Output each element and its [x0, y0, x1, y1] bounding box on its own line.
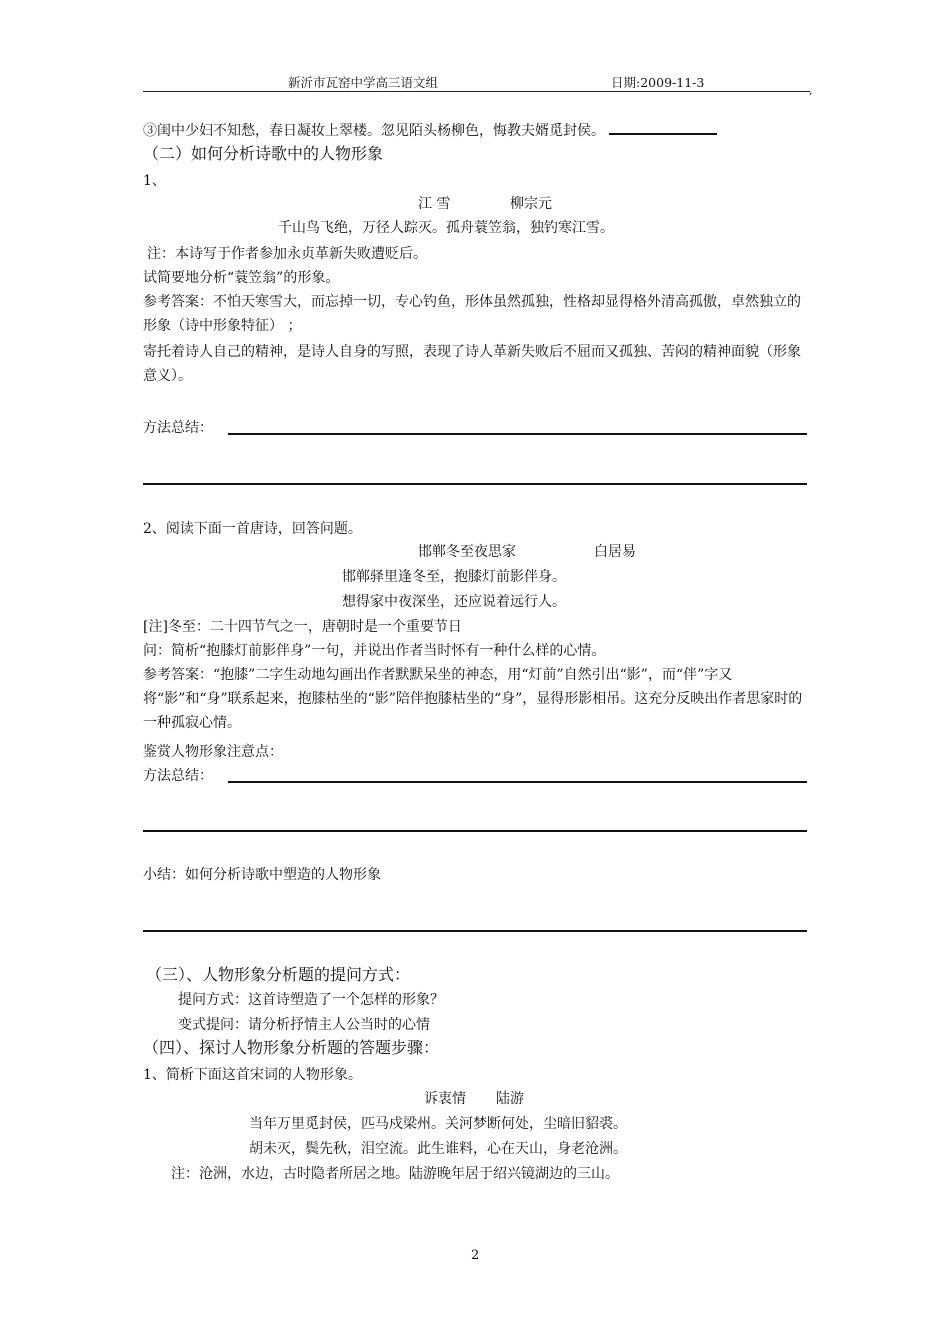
- ex2-question: 问：简析“抱膝灯前影伴身”一句，并说出作者当时怀有一种什么样的心情。: [143, 643, 606, 659]
- section4-title: （四）、探讨人物形象分析题的答题步骤：: [143, 1038, 440, 1057]
- ex1-poem-body: 千山鸟飞绝，万径人踪灭。孤舟蓑笠翁，独钓寒江雪。: [278, 220, 614, 236]
- section4-task: 1、简析下面这首宋词的人物形象。: [143, 1067, 362, 1083]
- ex1-method-blank-1[interactable]: [228, 433, 807, 435]
- ex1-method-label: 方法总结：: [143, 420, 213, 436]
- ex2-poem-line-1: 邯郸驿里逢冬至，抱膝灯前影伴身。: [342, 569, 566, 585]
- section3-question-1: 提问方式：这首诗塑造了一个怎样的形象？: [178, 992, 444, 1008]
- ex2-intro: 2、阅读下面一首唐诗，回答问题。: [143, 521, 362, 537]
- page-number: 2: [471, 1248, 480, 1263]
- ex2-answer: 参考答案：“抱膝”二字生动地勾画出作者默默呆坐的神态，用“灯前”自然引出“影”，而“伴”字又将“影”和“身”联系起来，抱膝枯坐的“影”陪伴抱膝枯坐的“身”，显得形影相吊。这充分反映出作者思家时的一种孤寂心情。: [143, 667, 803, 731]
- header-mark: ,: [809, 84, 813, 97]
- ex1-note: 注：本诗写于作者参加永贞革新失败遭贬后。: [147, 246, 427, 262]
- ex2-poem-line-2: 想得家中夜深坐，还应说着远行人。: [342, 594, 566, 610]
- section4-note: 注：沧洲，水边，古时隐者所居之地。陆游晚年居于绍兴镜湖边的三山。: [171, 1166, 619, 1182]
- header-school: 新沂市瓦窑中学高三语文组: [288, 75, 439, 90]
- ex1-answer-1: 参考答案：不怕天寒雪大，而忘掉一切，专心钓鱼，形体虽然孤独，性格却显得格外清高孤傲，卓然独立的形象（诗中形象特征） ；: [143, 294, 801, 334]
- section4-poem-line-1: 当年万里觅封侯，匹马戍梁州。关河梦断何处，尘暗旧貂裘。: [249, 1116, 627, 1132]
- ex1-poem-title: 江 雪: [418, 196, 451, 212]
- poem-line-q3: ③闺中少妇不知愁，春日凝妆上翠楼。忽见陌头杨柳色，悔教夫婿觅封侯。: [143, 119, 717, 140]
- page-header: [143, 73, 810, 92]
- section4-poem-title: 诉衷情: [424, 1091, 466, 1107]
- ex2-method-label: 方法总结：: [143, 768, 213, 784]
- ex1-method-blank-2[interactable]: [143, 483, 807, 485]
- header-date: 日期:2009-11-3: [611, 75, 705, 90]
- summary-blank[interactable]: [143, 930, 807, 932]
- ex1-poem-author: 柳宗元: [510, 196, 552, 212]
- section4-poem-line-2: 胡未灭，鬓先秋，泪空流。此生谁料，心在天山，身老沧洲。: [249, 1141, 627, 1157]
- section4-poem-author: 陆游: [496, 1091, 524, 1107]
- ex2-notice: 鉴赏人物形象注意点：: [143, 744, 283, 760]
- ex1-answer-2: 寄托着诗人自己的精神，是诗人自身的写照，表现了诗人革新失败后不屈而又孤独、苦闷的精神面貌（形象意义）。: [143, 344, 801, 384]
- ex1-question: 试简要地分析“蓑笠翁”的形象。: [143, 270, 340, 286]
- ex2-method-blank-1[interactable]: [228, 781, 807, 783]
- ex1-number: 1、: [143, 173, 166, 189]
- answer-blank-q3[interactable]: [609, 119, 717, 135]
- section2-title: （二）如何分析诗歌中的人物形象: [143, 144, 384, 163]
- section3-question-2: 变式提问：请分析抒情主人公当时的心情: [178, 1017, 430, 1033]
- ex2-poem-title: 邯郸冬至夜思家: [418, 544, 516, 560]
- summary-label: 小结：如何分析诗歌中塑造的人物形象: [143, 867, 381, 883]
- section3-title: （三）、人物形象分析题的提问方式：: [146, 965, 411, 984]
- ex2-note: [注]冬至：二十四节气之一，唐朝时是一个重要节日: [143, 619, 462, 635]
- ex2-method-blank-2[interactable]: [143, 830, 807, 832]
- ex2-poem-author: 白居易: [594, 544, 636, 560]
